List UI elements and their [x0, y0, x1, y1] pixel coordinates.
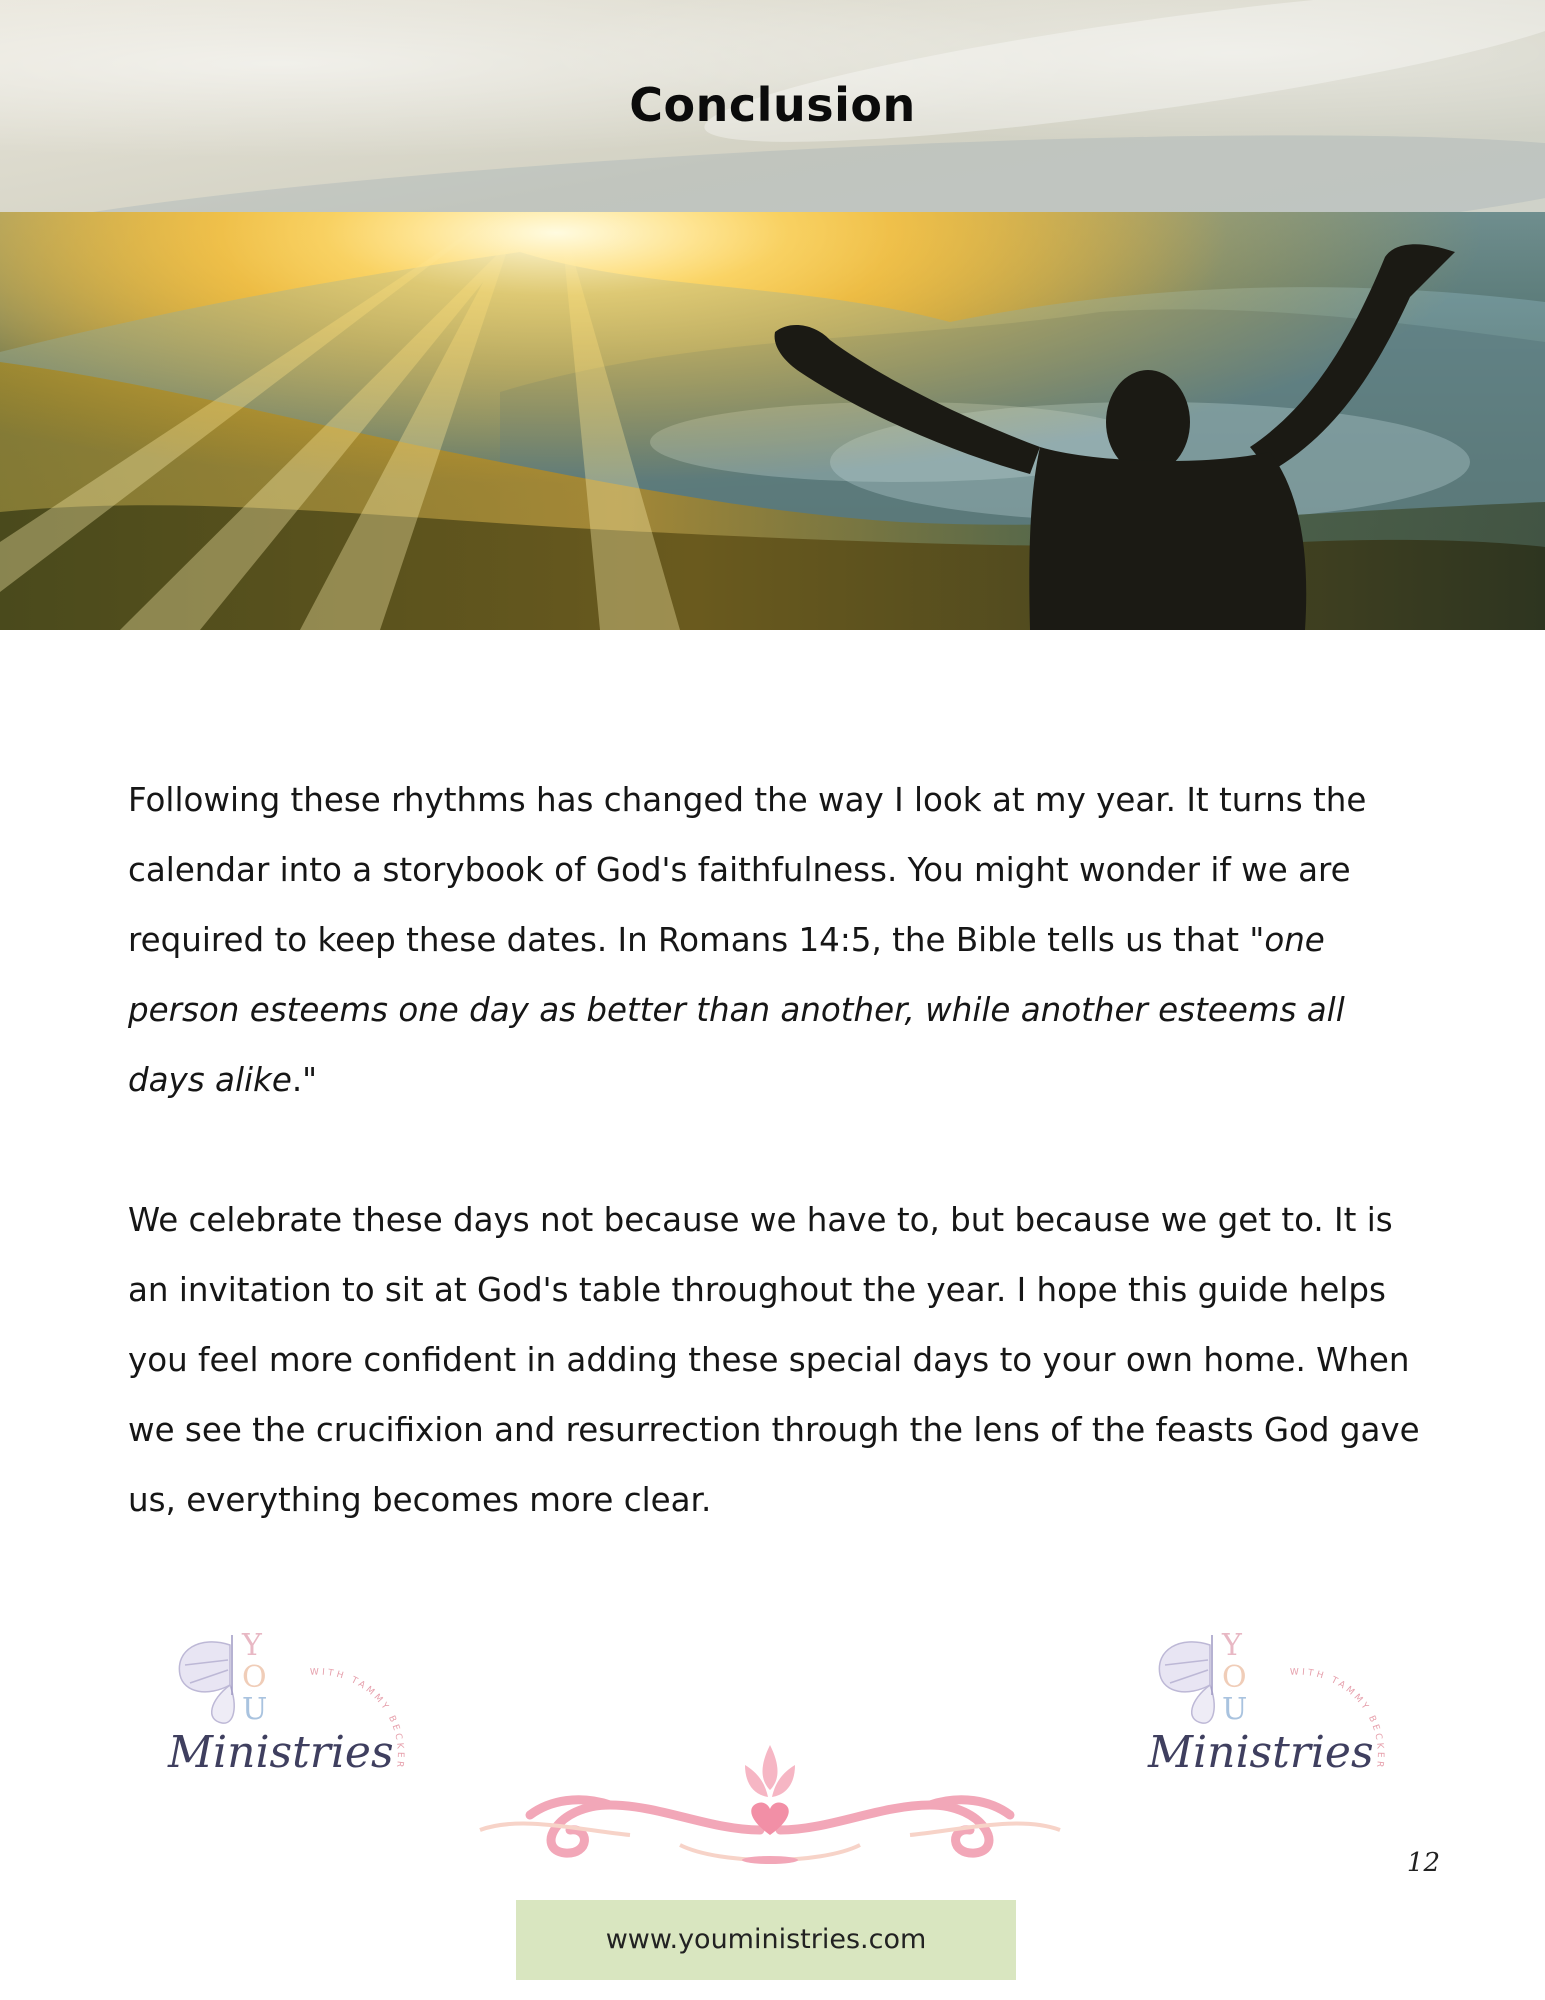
- website-link[interactable]: www.youministries.com: [516, 1900, 1016, 1980]
- butterfly-icon: [1159, 1635, 1214, 1723]
- paragraph-1-closing: .": [291, 1061, 318, 1099]
- paragraph-2: We celebrate these days not because we have to, but because we get to. It is an invitation to sit at God's table throughout the year. I hope this guide helps you feel more confident in adding these special days to your own home. When we see the crucifixion and resurrection through the lens of the feasts God gave us, everything becomes more clear.: [128, 1201, 1420, 1519]
- logo-letter-o: O: [242, 1660, 267, 1695]
- butterfly-icon: [179, 1635, 234, 1723]
- flourish-heart-icon: [460, 1735, 1080, 1875]
- you-ministries-logo: [160, 1615, 410, 1845]
- page-title: Conclusion: [629, 78, 916, 132]
- paragraph-1: [128, 765, 1428, 1115]
- sunrise-landscape-illustration: [0, 212, 1545, 630]
- floral-ornament: [460, 1735, 1080, 1875]
- logo-right: [1140, 1615, 1390, 1845]
- hero-photo: [0, 212, 1545, 630]
- logo-wordmark: Ministries: [168, 1727, 394, 1778]
- logo-tagline: WITH TAMMY BECKER: [309, 1667, 405, 1771]
- logo-letter-y: Y: [242, 1628, 262, 1663]
- body-text: [128, 765, 1428, 1535]
- logo-letter-o: O: [1222, 1660, 1247, 1695]
- header-banner: [0, 0, 1545, 212]
- logo-tagline: WITH TAMMY BECKER: [1289, 1667, 1385, 1771]
- you-ministries-logo: [1140, 1615, 1390, 1845]
- logo-letter-y: Y: [1222, 1628, 1242, 1663]
- logo-letter-u: U: [242, 1692, 268, 1727]
- logo-letter-u: U: [1222, 1692, 1248, 1727]
- paragraph-1-intro: Following these rhythms has changed the way I look at my year. It turns the calendar into a storybook of God's faithfulness. You might wonder if we are required to keep these dates. In Romans 14:5, the Bible tells us that ": [128, 781, 1367, 959]
- logo-wordmark: Ministries: [1148, 1727, 1374, 1778]
- logo-left: [160, 1615, 410, 1845]
- page-number: 12: [1406, 1848, 1440, 1878]
- scripture-quote: one person esteems one day as better than another, while another esteems all days alike: [128, 921, 1345, 1099]
